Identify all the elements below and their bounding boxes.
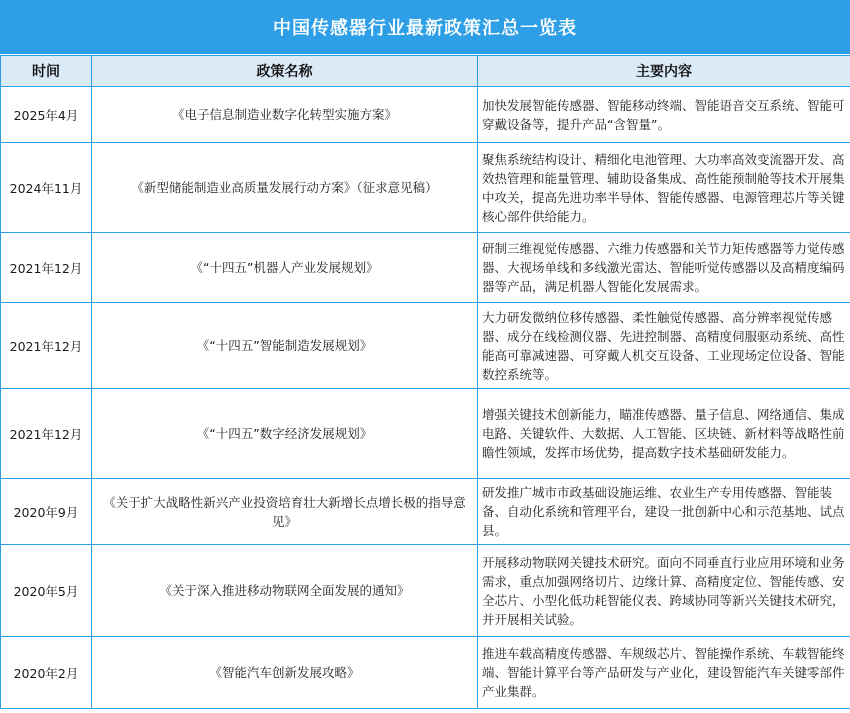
row-policy-name: 《关于扩大战略性新兴产业投资培育壮大新增长点增长极的指导意见》	[92, 479, 478, 545]
row-content: 推进车载高精度传感器、车规级芯片、智能操作系统、车载智能终端、智能计算平台等产品研发与产业化，建设智能汽车关键零部件产业集群。	[478, 637, 850, 709]
row-content: 研制三维视觉传感器、六维力传感器和关节力矩传感器等力觉传感器、大视场单线和多线激光雷达、智能听觉传感器以及高精度编码器等产品，满足机器人智能化发展需求。	[478, 233, 850, 303]
table-row	[1, 479, 850, 545]
table-row	[1, 233, 850, 303]
row-content: 聚焦系统结构设计、精细化电池管理、大功率高效变流器开发、高效热管理和能量管理、辅助设备集成、高性能预制舱等技术开展集中攻关，提高先进功率半导体、智能传感器、电源管理芯片等关键核心部件供给能力。	[478, 143, 850, 233]
table-row	[1, 637, 850, 709]
table-row	[1, 303, 850, 389]
table-row	[1, 143, 850, 233]
row-time: 2021年12月	[1, 303, 92, 389]
row-time: 2020年2月	[1, 637, 92, 709]
row-policy-name: 《电子信息制造业数字化转型实施方案》	[92, 87, 478, 143]
row-time: 2025年4月	[1, 87, 92, 143]
row-policy-name: 《新型储能制造业高质量发展行动方案》（征求意见稿）	[92, 143, 478, 233]
row-content: 大力研发微纳位移传感器、柔性触觉传感器、高分辨率视觉传感器、成分在线检测仪器、先进控制器、高精度伺服驱动系统、高性能高可靠减速器、可穿戴人机交互设备、工业现场定位设备、智能数控系统等。	[478, 303, 850, 389]
row-time: 2021年12月	[1, 233, 92, 303]
row-policy-name: 《“十四五”数字经济发展规划》	[92, 389, 478, 479]
row-policy-name: 《智能汽车创新发展攻略》	[92, 637, 478, 709]
row-content: 开展移动物联网关键技术研究。面向不同垂直行业应用环境和业务需求，重点加强网络切片、边缘计算、高精度定位、智能传感、安全芯片、小型化低功耗智能仪表、跨域协同等新兴关键技术研究，并开展相关试验。	[478, 545, 850, 637]
table-header-row	[1, 56, 850, 87]
table-row	[1, 389, 850, 479]
row-content: 加快发展智能传感器、智能移动终端、智能语音交互系统、智能可穿戴设备等，提升产品“含智量”。	[478, 87, 850, 143]
row-time: 2020年9月	[1, 479, 92, 545]
table-row	[1, 87, 850, 143]
header-time: 时间	[1, 56, 92, 87]
table-row	[1, 545, 850, 637]
row-policy-name: 《“十四五”智能制造发展规划》	[92, 303, 478, 389]
row-time: 2024年11月	[1, 143, 92, 233]
row-time: 2020年5月	[1, 545, 92, 637]
row-policy-name: 《“十四五”机器人产业发展规划》	[92, 233, 478, 303]
row-content: 研发推广城市市政基础设施运维、农业生产专用传感器、智能装备、自动化系统和管理平台，建设一批创新中心和示范基地、试点县。	[478, 479, 850, 545]
row-time: 2021年12月	[1, 389, 92, 479]
header-policy-name: 政策名称	[92, 56, 478, 87]
policy-table	[0, 55, 850, 709]
header-main-content: 主要内容	[478, 56, 850, 87]
page-title: 中国传感器行业最新政策汇总一览表	[0, 0, 850, 54]
row-policy-name: 《关于深入推进移动物联网全面发展的通知》	[92, 545, 478, 637]
row-content: 增强关键技术创新能力，瞄准传感器、量子信息、网络通信、集成电路、关键软件、大数据、人工智能、区块链、新材料等战略性前瞻性领域，发挥市场优势，提高数字技术基础研发能力。	[478, 389, 850, 479]
